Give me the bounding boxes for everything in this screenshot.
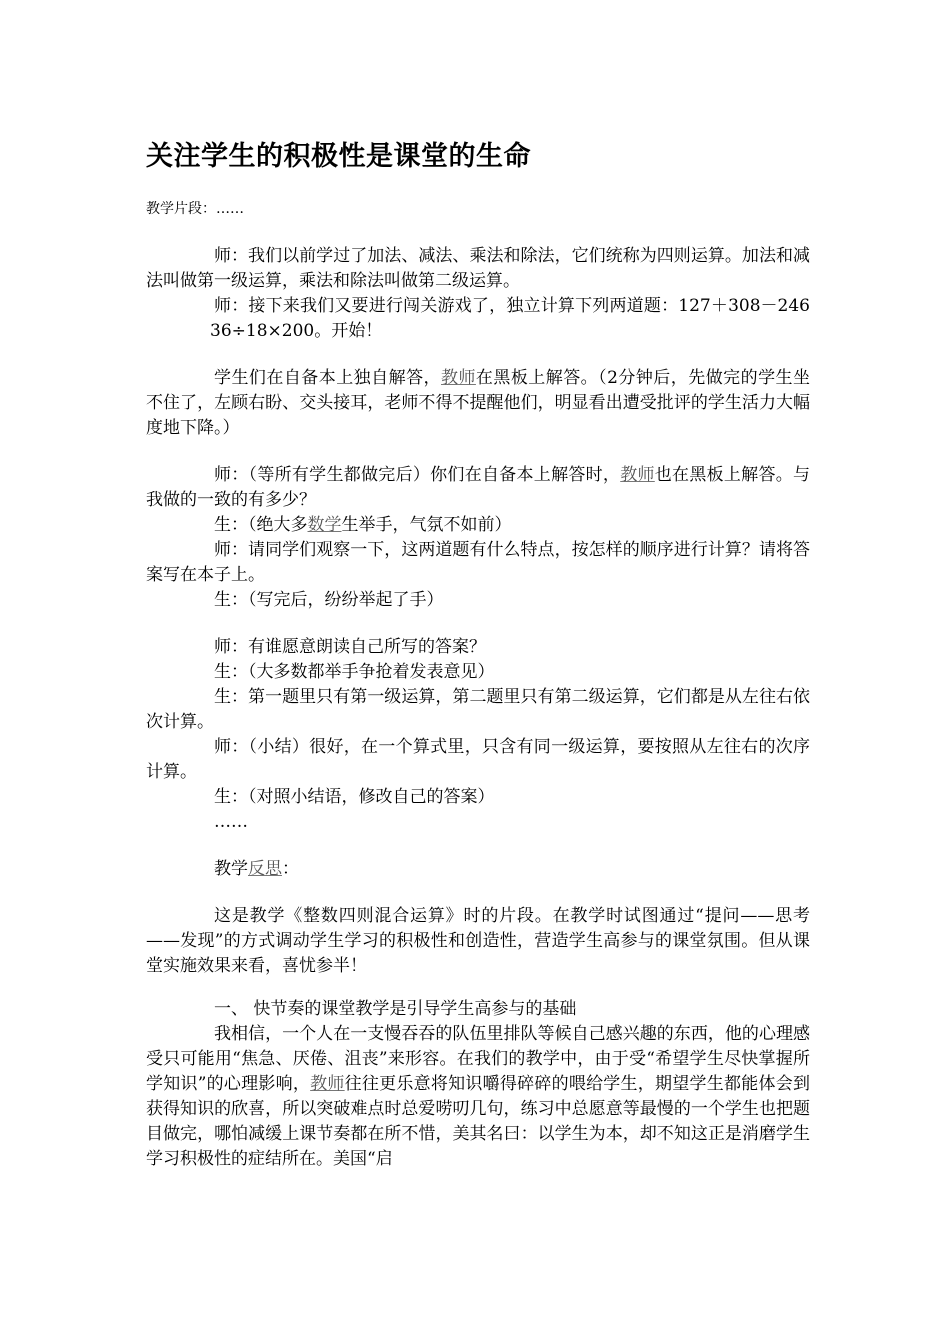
- paragraph: 生：（写完后，纷纷举起了手）: [214, 590, 444, 610]
- link-teacher[interactable]: 教师: [441, 368, 476, 388]
- paragraph: 生：第一题里只有第一级运算，第二题里只有第二级运算，它们都是从左往右依次计算。: [146, 687, 810, 732]
- paragraph: 这是教学《整数四则混合运算》时的片段。在教学时试图通过“提问——思考——发现”的方式调动学生学习的积极性和创造性，营造学生高参与的课堂氛围。但从课堂实施效果来看，喜忧参半！: [146, 906, 810, 976]
- paragraph: 生：（绝大多数学生举手，气氛不如前）: [214, 515, 512, 535]
- paragraph: 学生们在自备本上独自解答，教师在黑板上解答。（2分钟后，先做完的学生坐不住了，左顾右盼、交头接耳，老师不得不提醒他们，明显看出遭受批评的学生活力大幅度地下降。）: [146, 368, 810, 438]
- paragraph: 师：请同学们观察一下，这两道题有什么特点，按怎样的顺序进行计算？请将答案写在本子上。: [146, 540, 810, 585]
- paragraph: 师：（等所有学生都做完后）你们在自备本上解答时，教师也在黑板上解答。与我做的一致的有多少？: [146, 465, 811, 510]
- document-body: [146, 244, 810, 1172]
- paragraph: 我相信，一个人在一支慢吞吞的队伍里排队等候自己感兴趣的东西，他的心理感受只可能用“焦急、厌倦、沮丧”来形容。在我们的教学中，由于受“希望学生尽快掌握所学知识”的心理影响，教师往往更乐意将知识嚼得碎碎的喂给学生，期望学生都能体会到获得知识的欣喜，所以突破难点时总爱唠叨几句，练习中总愿意等最慢的一个学生也把题目做完，哪怕减缓上课节奏都在所不惜，美其名曰：以学生为本，却不知这正是消磨学生学习积极性的症结所在。美国“启: [146, 1024, 811, 1169]
- paragraph: 师：（小结）很好，在一个算式里，只含有同一级运算，要按照从左往右的次序计算。: [146, 737, 810, 782]
- link-reflection[interactable]: 反思: [248, 859, 282, 879]
- intro-label: 教学片段：……: [146, 201, 244, 217]
- paragraph: 师：我们以前学过了加法、减法、乘法和除法，它们统称为四则运算。加法和减法叫做第一级运算，乘法和除法叫做第二级运算。: [146, 246, 810, 291]
- link-teacher[interactable]: 教师: [620, 465, 655, 485]
- paragraph: 师：接下来我们又要进行闯关游戏了，独立计算下列两道题：127＋308－24636÷18×200。开始！: [210, 296, 810, 341]
- link-math[interactable]: 数学: [307, 515, 342, 535]
- document-title: 关注学生的积极性是课堂的生命: [146, 141, 531, 172]
- section-heading: 一、 快节奏的课堂教学是引导学生高参与的基础: [214, 999, 577, 1019]
- ellipsis: ……: [214, 812, 248, 832]
- section-heading: 教学反思：: [214, 859, 299, 879]
- paragraph: 生：（大多数都举手争抢着发表意见）: [214, 662, 495, 682]
- paragraph: 生：（对照小结语，修改自己的答案）: [214, 787, 495, 807]
- link-teacher[interactable]: 教师: [310, 1074, 345, 1094]
- paragraph: 师：有谁愿意朗读自己所写的答案？: [214, 637, 486, 657]
